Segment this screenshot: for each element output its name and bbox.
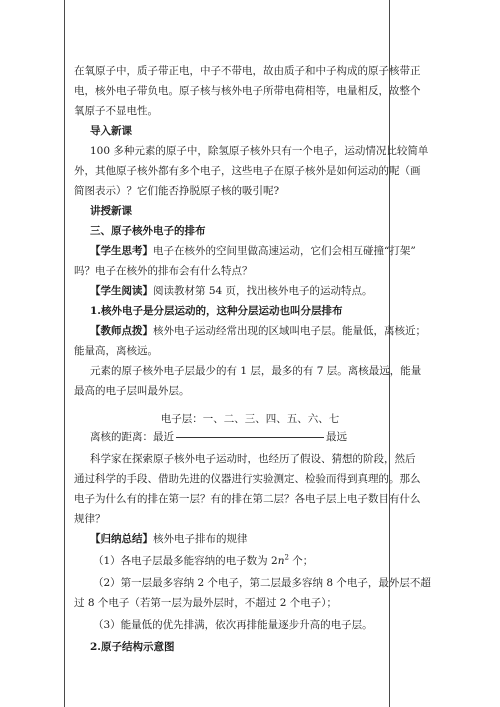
summary-heading-line [90,532,410,546]
layers-line-2: 最高的电子层叫最外层。 [74,385,190,397]
science-line-1: 科学家在探索原子核外电子运动时，也经历了假设、猜想的阶段，然后 [90,453,416,465]
student-think-label: 【学生思考】 [90,245,153,257]
distance-line [90,430,410,444]
rule-1-variable: n [277,555,285,567]
section-title-teach: 讲授新课 [90,205,132,217]
electron-layers-list: 电子层：一、二、三、四、五、六、七 [160,413,340,425]
point-2-heading: 2.原子结构示意图 [90,641,175,653]
rule-1-prefix: （1）各电子层最多能容纳的电子数为 2 [93,555,278,567]
summary-label: 【归纳总结】 [90,533,153,545]
science-line-3: 电子为什么有的排在第一层？有的排在第二层？各电子层上电子数目有什么 [74,493,421,505]
rule-2-line-1: （2）第一层最多容纳 2 个电子，第二层最多容纳 8 个电子，最外层不超 [93,577,431,589]
student-read-line [90,284,410,298]
teacher-tip-line-2: 能量高，离核远。 [74,345,158,357]
rule-2-line-2: 过 8 个电子（若第一层为最外层时，不超过 2 个电子）； [74,597,337,609]
point-1-heading: 1.核外电子是分层运动的，这种分层运动也叫分层排布 [90,305,343,317]
teacher-tip-label: 【教师点拨】 [90,325,153,337]
table-left-border [64,0,65,707]
intro-paragraph-line-2: 外，其他原子核外都有多个电子，这些电子在原子核外是如何运动的呢（画 [74,165,421,177]
intro-line-1: 在氧原子中，质子带正电，中子不带电，故由质子和中子构成的原子核带正 [74,65,421,77]
distance-arrow-line [176,437,324,438]
rule-1-exponent: 2 [284,553,289,562]
student-think-line-1 [90,244,416,258]
science-line-4: 规律？ [74,513,106,525]
rule-1 [93,554,413,568]
intro-line-2: 电，核外电子带负电。原子核与核外电子所带电荷相等，电量相反，故整个 [74,85,421,97]
summary-title: 核外电子排布的规律 [153,533,248,545]
student-read-text: 阅读教材第 54 页，找出核外电子的运动特点。 [153,285,373,297]
rule-1-suffix: 个； [288,555,314,567]
layers-line-1: 元素的原子核外电子层最少的有 1 层，最多的有 7 层。离核最远，能量 [90,365,422,377]
distance-prefix: 离核的距离：最近 [90,431,174,443]
intro-paragraph-line-3: 简图表示）？它们能否挣脱原子核的吸引呢? [74,185,280,197]
science-line-2: 通过科学的手段、借助先进的仪器进行实验测定、检验而得到真理的。那么 [74,473,421,485]
intro-paragraph-line-1: 100 多种元素的原子中，除氢原子核外只有一个电子，运动情况比较简单 [90,145,429,157]
student-think-text: 电子在核外的空间里做高速运动，它们会相互碰撞“打架” [153,245,416,257]
intro-line-3: 氧原子不显电性。 [74,105,158,117]
topic-title: 三、原子核外电子的排布 [90,225,206,237]
distance-suffix: 最远 [326,431,347,443]
student-think-line-2: 吗？电子在核外的排布会有什么特点？ [74,265,253,277]
teacher-tip-line-1 [90,324,426,338]
teacher-tip-text: 核外电子运动经常出现的区域叫电子层。能量低，离核近； [153,325,426,337]
student-read-label: 【学生阅读】 [90,285,153,297]
section-title-intro: 导入新课 [90,125,132,137]
rule-3: （3）能量低的优先排满，依次再排能量逐步升高的电子层。 [93,619,373,631]
